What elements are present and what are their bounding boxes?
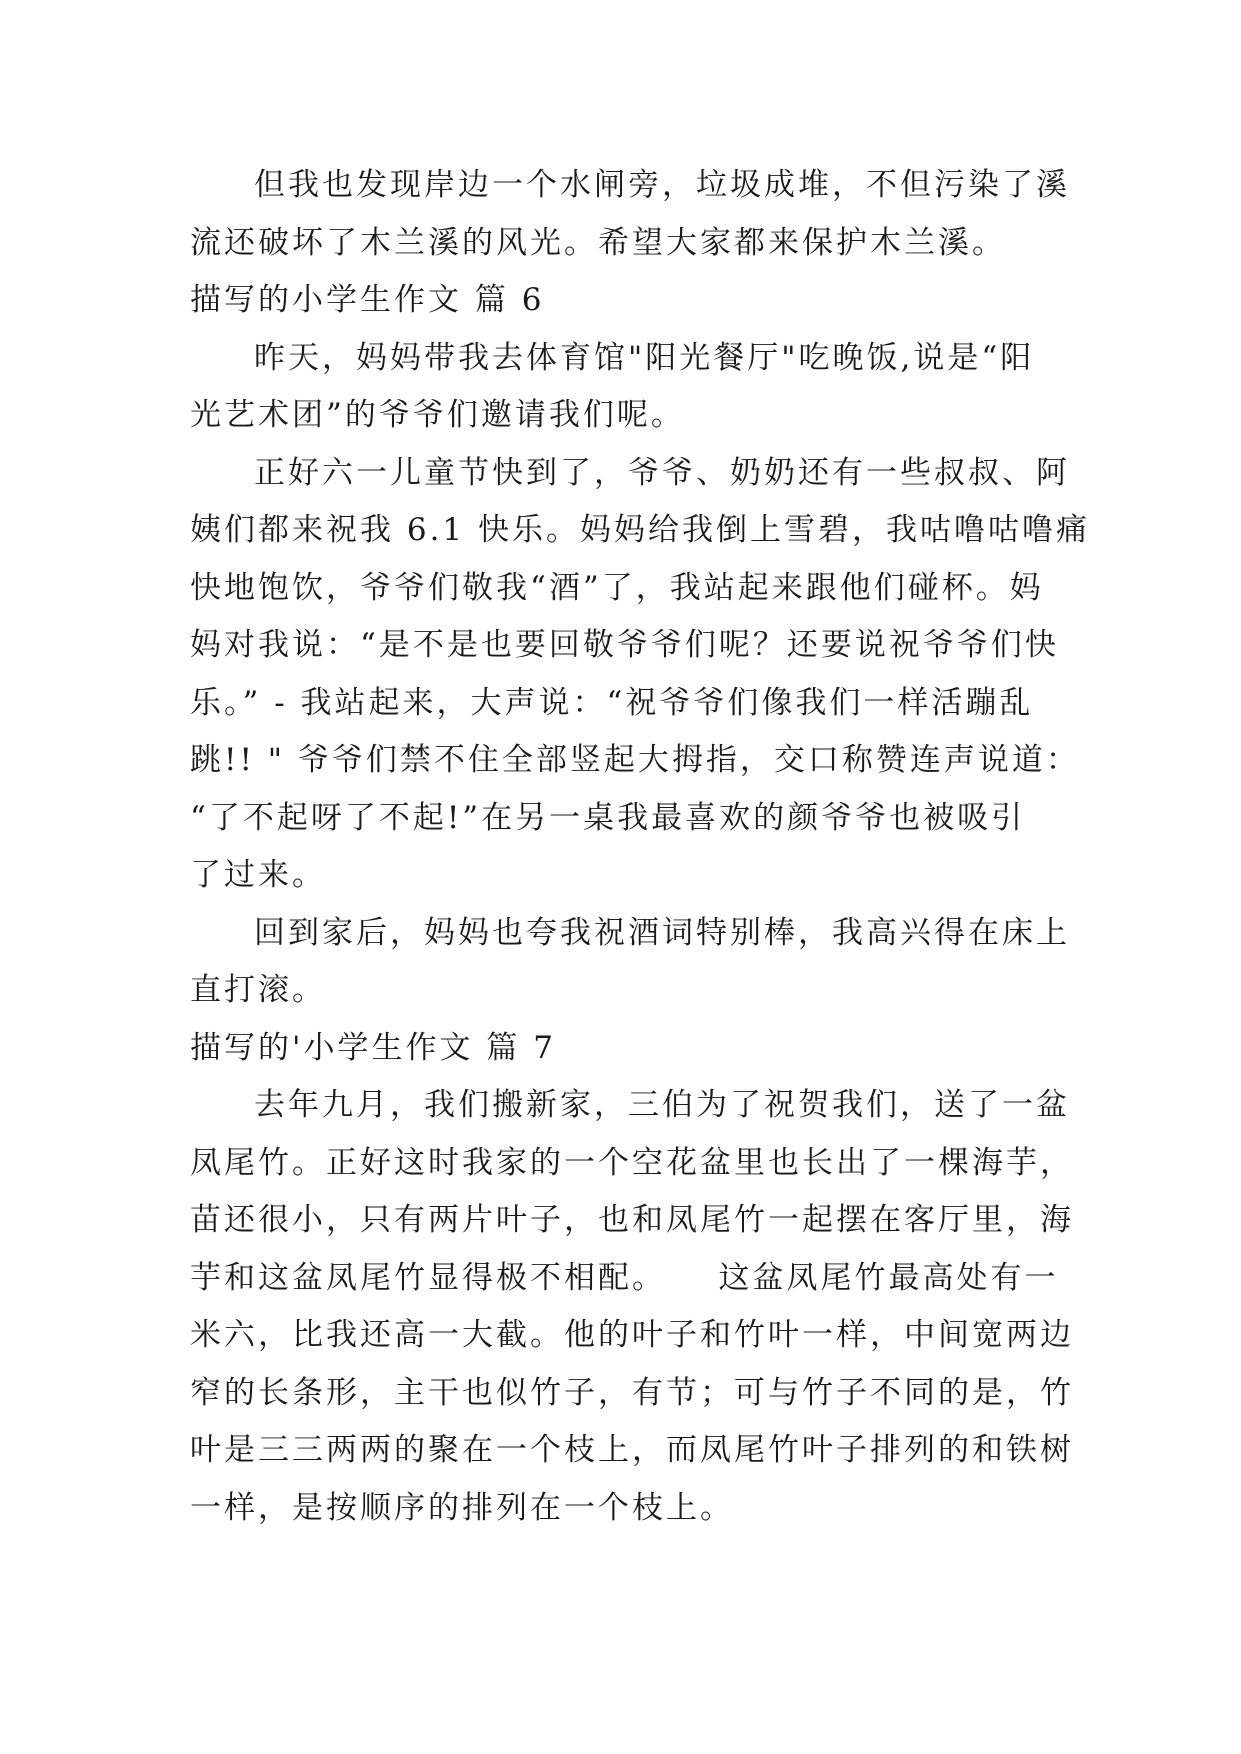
- paragraph-line: 乐。” - 我站起来，大声说：“祝爷爷们像我们一样活蹦乱: [190, 685, 1034, 721]
- paragraph-line: 正好六一儿童节快到了，爷爷、奶奶还有一些叔叔、阿: [254, 455, 1070, 491]
- paragraph-line: 流还破坏了木兰溪的风光。希望大家都来保护木兰溪。: [190, 225, 1006, 261]
- section-heading: 描写的'小学生作文 篇 7: [190, 1030, 556, 1066]
- paragraph-line: 快地饱饮，爷爷们敬我“酒”了，我站起来跟他们碰杯。妈: [190, 570, 1044, 606]
- paragraph-line: 妈对我说：“是不是也要回敬爷爷们呢？还要说祝爷爷们快: [190, 627, 1059, 663]
- paragraph-line: 去年九月，我们搬新家，三伯为了祝贺我们，送了一盆: [254, 1087, 1070, 1123]
- paragraph-line: 光艺术团”的爷爷们邀请我们呢。: [190, 397, 685, 433]
- section-heading: 描写的小学生作文 篇 6: [190, 282, 545, 318]
- paragraph-line: “了不起呀了不起!”在另一桌我最喜欢的颜爷爷也被吸引: [190, 800, 1026, 836]
- paragraph-line: 姨们都来祝我 6.1 快乐。妈妈给我倒上雪碧，我咕噜咕噜痛: [190, 512, 1091, 548]
- paragraph-line: 凤尾竹。正好这时我家的一个空花盆里也长出了一棵海芋，: [190, 1145, 1074, 1181]
- paragraph-line: 芋和这盆凤尾竹显得极不相配。 这盆凤尾竹最高处有一: [190, 1260, 1059, 1296]
- paragraph-line: 昨天，妈妈带我去体育馆"阳光餐厅"吃晚饭,说是“阳: [254, 340, 1035, 376]
- paragraph-line: 叶是三三两两的聚在一个枝上，而凤尾竹叶子排列的和铁树: [190, 1432, 1074, 1468]
- paragraph-line: 跳!! " 爷爷们禁不住全部竖起大拇指，交口称赞连声说道：: [190, 742, 1080, 778]
- paragraph-line: 米六，比我还高一大截。他的叶子和竹叶一样，中间宽两边: [190, 1317, 1074, 1353]
- paragraph-line: 直打滚。: [190, 972, 326, 1008]
- paragraph-line: 了过来。: [190, 857, 326, 893]
- paragraph-line: 一样，是按顺序的排列在一个枝上。: [190, 1490, 734, 1526]
- paragraph-line: 窄的长条形，主干也似竹子，有节；可与竹子不同的是，竹: [190, 1375, 1074, 1411]
- paragraph-line: 苗还很小，只有两片叶子，也和凤尾竹一起摆在客厅里，海: [190, 1202, 1074, 1238]
- paragraph-line: 回到家后，妈妈也夸我祝酒词特别棒，我高兴得在床上: [254, 915, 1070, 951]
- paragraph-line: 但我也发现岸边一个水闸旁，垃圾成堆，不但污染了溪: [254, 167, 1070, 203]
